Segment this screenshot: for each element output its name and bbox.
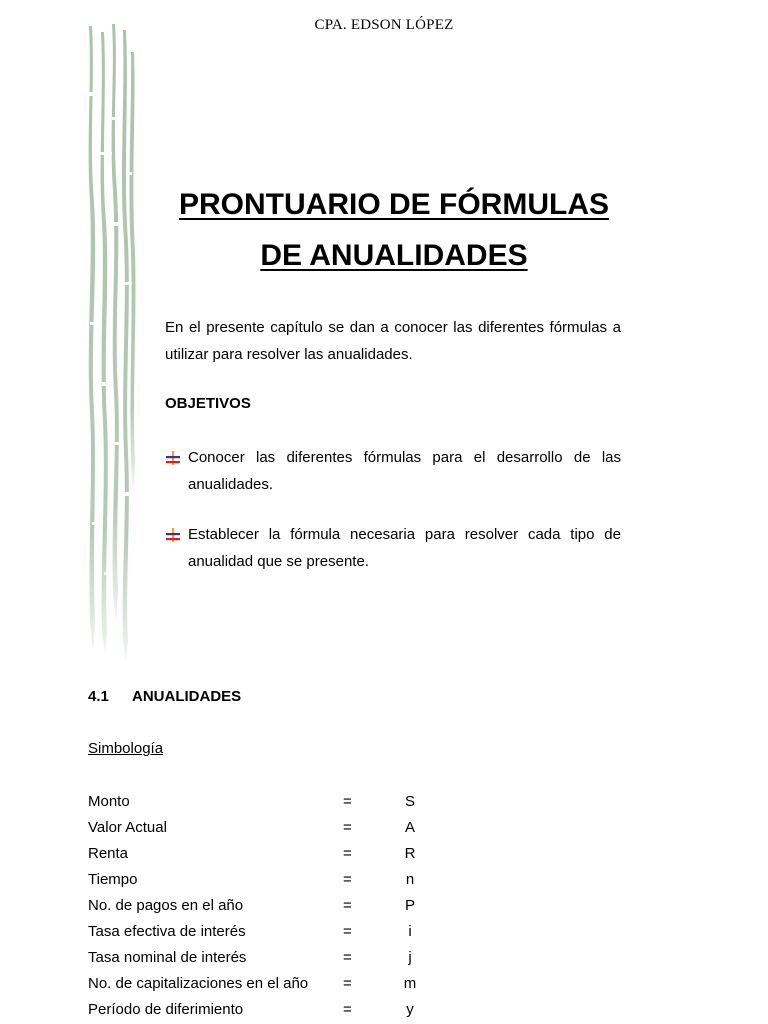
page-header: CPA. EDSON LÓPEZ (314, 17, 454, 33)
equals-sign: = (343, 845, 352, 862)
symbology-heading: Simbología (88, 740, 164, 757)
symbol-label: No. de capitalizaciones en el año (88, 975, 309, 992)
objectives-heading: OBJETIVOS (165, 395, 251, 412)
document-title-line-2: DE ANUALIDADES (260, 239, 528, 272)
symbol-label: Tasa efectiva de interés (88, 923, 246, 940)
section-heading (88, 688, 241, 705)
equals-sign: = (343, 923, 352, 940)
objective-text: Conocer las diferentes fórmulas para el desarrollo de las anualidades. (188, 449, 621, 493)
symbol-value: y (406, 1001, 414, 1018)
equals-sign: = (343, 871, 352, 888)
symbol-label: Valor Actual (88, 819, 167, 836)
document-title-line-1: PRONTUARIO DE FÓRMULAS (179, 188, 609, 221)
symbol-label: No. de pagos en el año (88, 897, 244, 914)
equals-sign: = (343, 819, 352, 836)
symbol-value: i (408, 923, 412, 940)
symbol-value: S (404, 793, 415, 810)
symbol-value: P (404, 897, 415, 914)
objective-item (165, 521, 621, 575)
section-title: ANUALIDADES (132, 688, 242, 705)
symbol-value: n (405, 871, 415, 888)
symbol-label: Período de diferimiento (88, 1001, 244, 1018)
equals-sign: = (343, 1001, 352, 1018)
objective-text: Establecer la fórmula necesaria para resolver cada tipo de anualidad que se presente. (188, 526, 621, 570)
bullet-icon (165, 527, 181, 543)
equals-sign: = (343, 975, 352, 992)
symbol-label: Tiempo (88, 871, 138, 888)
symbol-value: m (403, 975, 417, 992)
bullet-icon (165, 450, 181, 466)
equals-sign: = (343, 793, 352, 810)
symbol-label: Renta (88, 845, 129, 862)
section-number: 4.1 (88, 688, 109, 705)
symbol-label: Tasa nominal de interés (88, 949, 247, 966)
intro-paragraph: En el presente capítulo se dan a conocer las diferentes fórmulas a utilizar para resolver las anualidades. (165, 319, 621, 363)
equals-sign: = (343, 897, 352, 914)
equals-sign: = (343, 949, 352, 966)
decorative-brush-stroke-band (84, 22, 140, 662)
symbol-value: j (408, 949, 412, 966)
symbol-label: Monto (88, 793, 130, 810)
symbol-value: A (404, 819, 415, 836)
objective-item (165, 444, 621, 498)
symbol-value: R (404, 845, 416, 862)
